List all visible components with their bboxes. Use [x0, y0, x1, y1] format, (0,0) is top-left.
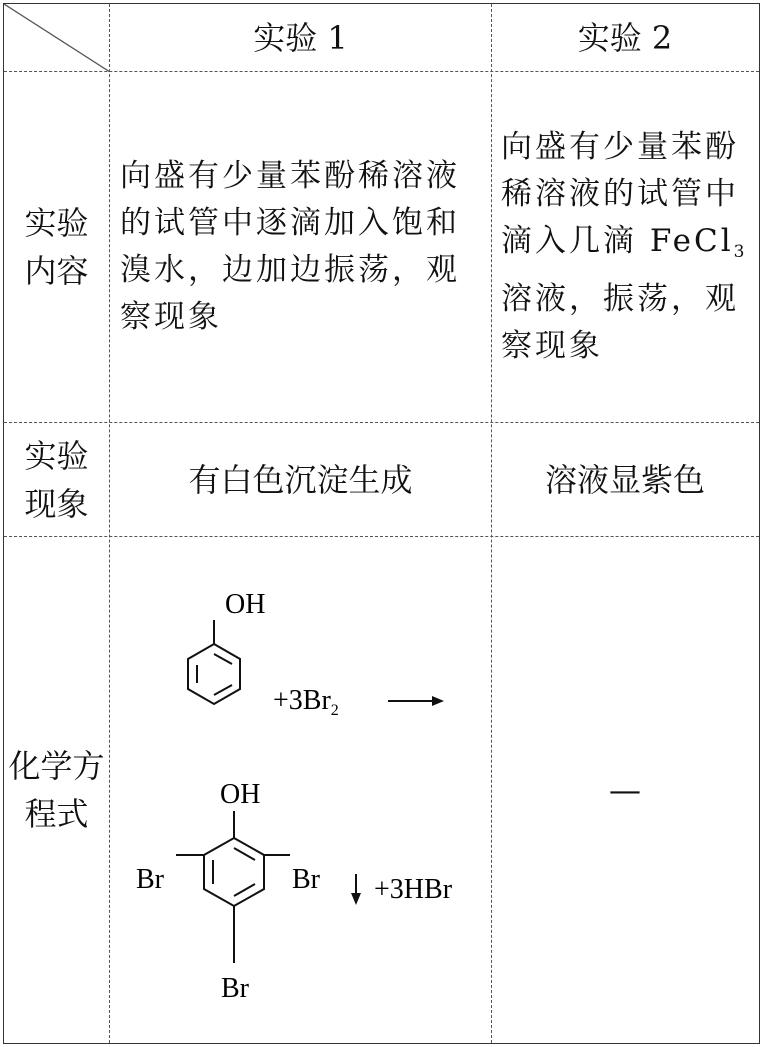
- phenol-oh-label: OH: [225, 589, 266, 620]
- label-content-line2: 内容: [24, 252, 89, 290]
- exp2-content: [501, 72, 755, 422]
- reagent-bromine: [273, 685, 339, 719]
- exp2-phenomenon-text: 溶液显紫色: [544, 460, 705, 499]
- header-exp2-label: 实验 2: [577, 18, 673, 57]
- br-right-label: Br: [292, 864, 320, 895]
- fecl3-subscript: 3: [733, 242, 745, 262]
- exp2-content-text: [501, 124, 755, 370]
- label-content: [4, 72, 109, 422]
- exp2-phenomenon: [492, 423, 758, 536]
- tribromophenol-structure: [136, 779, 321, 1004]
- byproduct-hbr: +3HBr: [374, 874, 453, 905]
- label-phenomenon: [4, 423, 109, 536]
- header-exp2: [492, 4, 758, 71]
- exp2-equation: [492, 537, 758, 1042]
- header-exp1-label: 实验 1: [253, 18, 348, 57]
- label-equation-line2: 程式: [24, 794, 89, 833]
- product-oh-label: OH: [220, 779, 261, 810]
- exp2-text-part2: 溶液，振荡，观察现象: [501, 281, 739, 364]
- exp1-phenomenon-text: 有白色沉淀生成: [188, 460, 413, 499]
- label-content-line1: 实验: [24, 204, 89, 242]
- bromination-equation: [110, 537, 491, 1042]
- br-left-label: Br: [136, 864, 164, 895]
- exp1-content: [120, 72, 486, 422]
- br-bottom-label: Br: [221, 973, 249, 1004]
- reaction-arrow: [388, 696, 444, 706]
- corner-diagonal: [4, 4, 110, 72]
- label-phenomenon-line1: 实验: [24, 436, 89, 475]
- exp1-equation: [110, 537, 491, 1042]
- exp2-text-part1: 向盛有少量苯酚稀溶液的试管中滴入几滴 FeCl: [501, 129, 739, 259]
- label-equation: [4, 537, 109, 1042]
- header-exp1: [110, 4, 491, 71]
- exp2-equation-dash: —: [609, 770, 641, 809]
- experiment-table: [3, 3, 760, 1044]
- exp1-phenomenon: [110, 423, 491, 536]
- label-phenomenon-line2: 现象: [24, 484, 89, 523]
- reagent-br2: $+3Br_2$: [273, 685, 339, 719]
- exp1-content-text: 向盛有少量苯酚稀溶液的试管中逐滴加入饱和溴水，边加边振荡，观察现象: [120, 158, 460, 335]
- label-equation-line1: 化学方: [8, 746, 105, 785]
- phenol-structure: [188, 589, 265, 704]
- precipitate-arrow: [351, 874, 361, 905]
